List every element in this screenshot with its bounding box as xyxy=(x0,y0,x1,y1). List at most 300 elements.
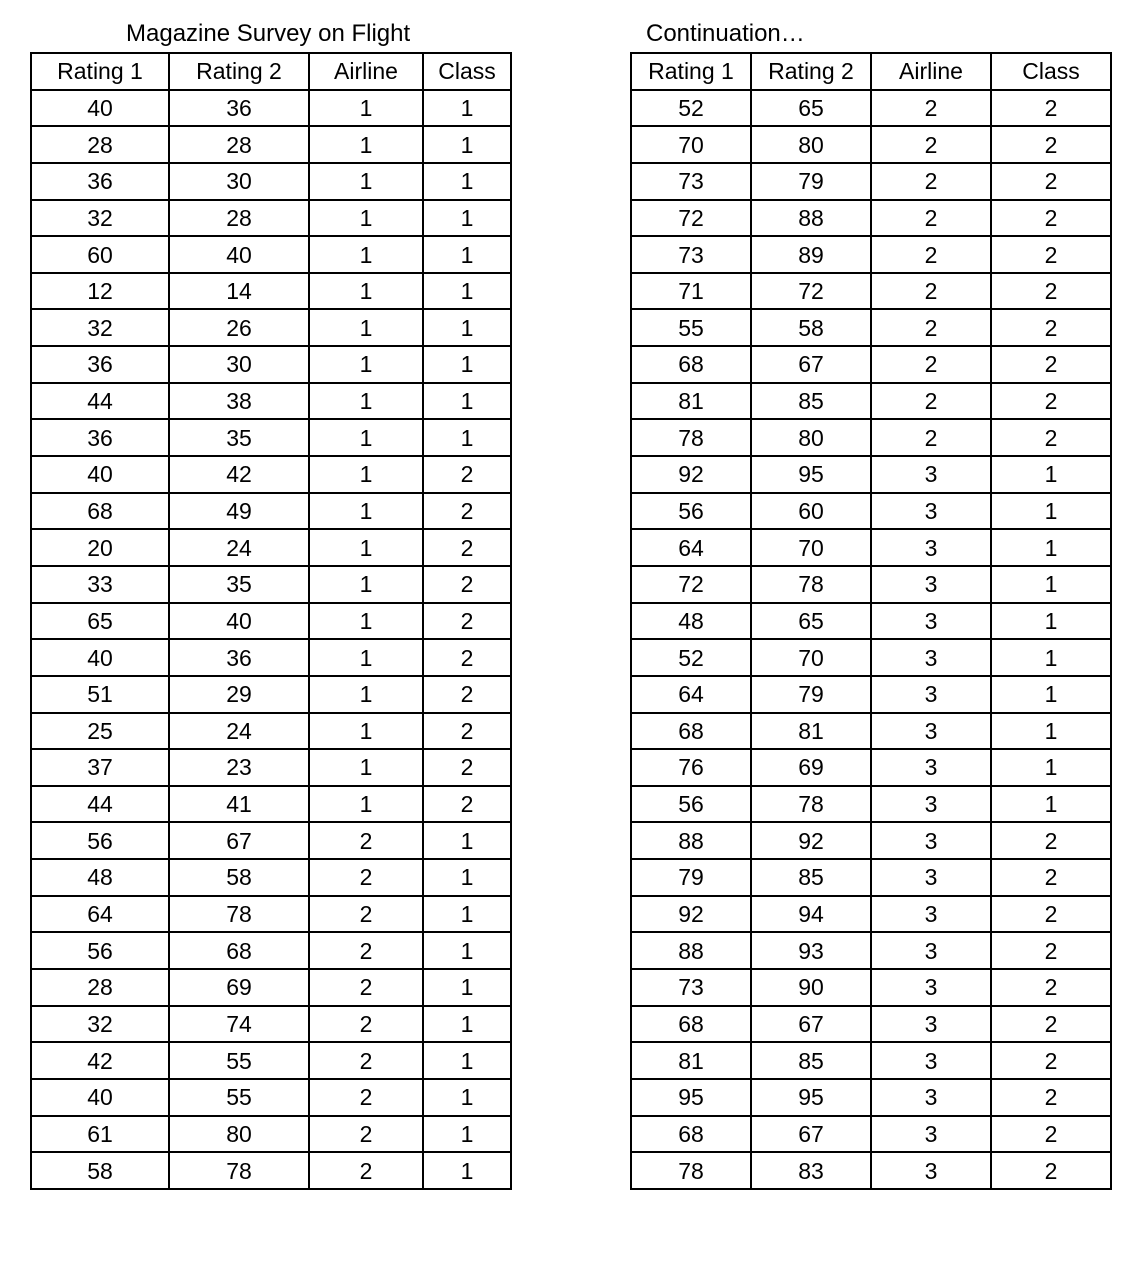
right-cell-rating-1: 68 xyxy=(631,346,751,383)
left-cell-airline: 1 xyxy=(309,603,423,640)
left-table-row xyxy=(31,383,511,420)
left-cell-rating-1: 32 xyxy=(31,309,169,346)
left-cell-rating-1: 42 xyxy=(31,1042,169,1079)
left-cell-class: 2 xyxy=(423,456,511,493)
left-cell-class: 1 xyxy=(423,346,511,383)
left-cell-class: 1 xyxy=(423,236,511,273)
left-cell-rating-1: 61 xyxy=(31,1116,169,1153)
right-cell-rating-2: 92 xyxy=(751,822,871,859)
left-header-rating-1: Rating 1 xyxy=(31,53,169,90)
left-cell-airline: 1 xyxy=(309,456,423,493)
left-cell-rating-1: 60 xyxy=(31,236,169,273)
left-cell-rating-1: 36 xyxy=(31,346,169,383)
right-cell-rating-2: 95 xyxy=(751,1079,871,1116)
left-header-class: Class xyxy=(423,53,511,90)
left-table-row xyxy=(31,566,511,603)
left-cell-rating-1: 48 xyxy=(31,859,169,896)
right-cell-class: 1 xyxy=(991,713,1111,750)
right-table-row xyxy=(631,1042,1111,1079)
right-cell-airline: 3 xyxy=(871,1116,991,1153)
left-cell-rating-2: 55 xyxy=(169,1079,309,1116)
right-table-row xyxy=(631,346,1111,383)
right-cell-rating-1: 70 xyxy=(631,126,751,163)
right-cell-airline: 2 xyxy=(871,90,991,127)
right-cell-airline: 3 xyxy=(871,1042,991,1079)
right-cell-class: 1 xyxy=(991,566,1111,603)
left-cell-airline: 1 xyxy=(309,676,423,713)
left-cell-airline: 1 xyxy=(309,493,423,530)
right-cell-airline: 3 xyxy=(871,566,991,603)
right-cell-class: 2 xyxy=(991,90,1111,127)
left-table-row xyxy=(31,749,511,786)
right-cell-airline: 3 xyxy=(871,822,991,859)
left-table-row xyxy=(31,90,511,127)
right-cell-rating-2: 81 xyxy=(751,713,871,750)
right-table-row xyxy=(631,676,1111,713)
left-table-row xyxy=(31,1152,511,1189)
left-cell-class: 1 xyxy=(423,200,511,237)
right-cell-rating-2: 93 xyxy=(751,932,871,969)
left-cell-rating-2: 58 xyxy=(169,859,309,896)
right-cell-airline: 3 xyxy=(871,603,991,640)
right-cell-rating-2: 90 xyxy=(751,969,871,1006)
right-cell-airline: 2 xyxy=(871,309,991,346)
right-cell-class: 2 xyxy=(991,419,1111,456)
left-cell-class: 2 xyxy=(423,676,511,713)
left-cell-rating-2: 36 xyxy=(169,90,309,127)
right-header-row xyxy=(631,53,1111,90)
left-cell-airline: 1 xyxy=(309,236,423,273)
right-cell-rating-2: 85 xyxy=(751,1042,871,1079)
left-table-row xyxy=(31,932,511,969)
right-table-panel xyxy=(630,14,1112,1190)
right-table-row xyxy=(631,163,1111,200)
right-cell-airline: 2 xyxy=(871,419,991,456)
left-cell-class: 1 xyxy=(423,273,511,310)
right-cell-class: 2 xyxy=(991,126,1111,163)
left-cell-rating-1: 64 xyxy=(31,896,169,933)
right-cell-rating-1: 73 xyxy=(631,163,751,200)
right-table-row xyxy=(631,1079,1111,1116)
left-table-row xyxy=(31,236,511,273)
right-cell-rating-2: 69 xyxy=(751,749,871,786)
right-cell-rating-2: 80 xyxy=(751,419,871,456)
left-cell-class: 1 xyxy=(423,1152,511,1189)
left-cell-rating-2: 67 xyxy=(169,822,309,859)
right-cell-rating-1: 68 xyxy=(631,713,751,750)
right-cell-rating-1: 64 xyxy=(631,676,751,713)
left-cell-rating-2: 68 xyxy=(169,932,309,969)
right-table-header xyxy=(631,53,1111,90)
right-cell-rating-2: 85 xyxy=(751,383,871,420)
left-table-title: Magazine Survey on Flight xyxy=(126,20,411,47)
right-cell-airline: 3 xyxy=(871,1152,991,1189)
left-cell-class: 1 xyxy=(423,1116,511,1153)
left-cell-rating-1: 28 xyxy=(31,126,169,163)
left-cell-airline: 1 xyxy=(309,346,423,383)
right-cell-class: 1 xyxy=(991,603,1111,640)
right-cell-rating-1: 95 xyxy=(631,1079,751,1116)
left-table-row xyxy=(31,1079,511,1116)
right-table-row xyxy=(631,200,1111,237)
left-cell-class: 1 xyxy=(423,859,511,896)
right-cell-class: 2 xyxy=(991,1079,1111,1116)
right-cell-rating-2: 89 xyxy=(751,236,871,273)
left-cell-rating-1: 33 xyxy=(31,566,169,603)
right-table-row xyxy=(631,1006,1111,1043)
left-cell-rating-2: 23 xyxy=(169,749,309,786)
right-table-row xyxy=(631,639,1111,676)
left-cell-rating-1: 28 xyxy=(31,969,169,1006)
right-cell-rating-2: 67 xyxy=(751,1116,871,1153)
left-table-row xyxy=(31,493,511,530)
right-cell-airline: 2 xyxy=(871,163,991,200)
left-cell-rating-1: 44 xyxy=(31,383,169,420)
left-cell-rating-1: 56 xyxy=(31,822,169,859)
left-cell-airline: 1 xyxy=(309,419,423,456)
left-cell-class: 2 xyxy=(423,786,511,823)
left-table-panel xyxy=(30,14,512,1190)
left-cell-class: 1 xyxy=(423,1079,511,1116)
left-cell-rating-1: 25 xyxy=(31,713,169,750)
right-cell-rating-2: 72 xyxy=(751,273,871,310)
right-table-row xyxy=(631,969,1111,1006)
right-cell-rating-2: 94 xyxy=(751,896,871,933)
right-cell-airline: 2 xyxy=(871,346,991,383)
left-cell-class: 1 xyxy=(423,1006,511,1043)
left-table-row xyxy=(31,346,511,383)
left-header-row xyxy=(31,53,511,90)
left-cell-rating-1: 40 xyxy=(31,456,169,493)
left-cell-rating-1: 40 xyxy=(31,639,169,676)
right-table-row xyxy=(631,273,1111,310)
left-cell-rating-2: 36 xyxy=(169,639,309,676)
right-cell-rating-1: 52 xyxy=(631,90,751,127)
left-table-row xyxy=(31,969,511,1006)
right-table-row xyxy=(631,90,1111,127)
right-cell-rating-1: 73 xyxy=(631,236,751,273)
right-table-row xyxy=(631,822,1111,859)
right-cell-rating-1: 88 xyxy=(631,932,751,969)
right-cell-rating-1: 55 xyxy=(631,309,751,346)
left-cell-rating-1: 40 xyxy=(31,90,169,127)
left-cell-airline: 1 xyxy=(309,126,423,163)
left-table-row xyxy=(31,1006,511,1043)
left-cell-airline: 2 xyxy=(309,969,423,1006)
left-cell-airline: 1 xyxy=(309,273,423,310)
right-header-rating-2: Rating 2 xyxy=(751,53,871,90)
left-cell-class: 2 xyxy=(423,566,511,603)
left-cell-rating-2: 41 xyxy=(169,786,309,823)
left-cell-airline: 2 xyxy=(309,896,423,933)
right-cell-rating-1: 76 xyxy=(631,749,751,786)
left-cell-rating-1: 68 xyxy=(31,493,169,530)
left-cell-rating-1: 32 xyxy=(31,1006,169,1043)
right-table-row xyxy=(631,603,1111,640)
right-cell-airline: 2 xyxy=(871,236,991,273)
left-cell-class: 1 xyxy=(423,969,511,1006)
right-cell-class: 2 xyxy=(991,969,1111,1006)
left-cell-rating-2: 35 xyxy=(169,419,309,456)
right-cell-rating-2: 67 xyxy=(751,346,871,383)
right-cell-rating-1: 68 xyxy=(631,1006,751,1043)
right-cell-rating-1: 56 xyxy=(631,493,751,530)
right-cell-airline: 3 xyxy=(871,859,991,896)
left-cell-airline: 1 xyxy=(309,566,423,603)
left-cell-rating-1: 65 xyxy=(31,603,169,640)
left-cell-class: 1 xyxy=(423,126,511,163)
left-cell-airline: 2 xyxy=(309,1079,423,1116)
left-cell-class: 1 xyxy=(423,1042,511,1079)
right-cell-rating-2: 70 xyxy=(751,639,871,676)
right-cell-rating-1: 73 xyxy=(631,969,751,1006)
right-table-row xyxy=(631,236,1111,273)
right-cell-airline: 3 xyxy=(871,529,991,566)
left-cell-rating-2: 69 xyxy=(169,969,309,1006)
left-cell-airline: 2 xyxy=(309,822,423,859)
right-table-row xyxy=(631,456,1111,493)
right-cell-rating-2: 78 xyxy=(751,786,871,823)
left-table-row xyxy=(31,639,511,676)
right-cell-class: 2 xyxy=(991,1042,1111,1079)
left-table-header xyxy=(31,53,511,90)
left-cell-airline: 2 xyxy=(309,1042,423,1079)
left-cell-class: 1 xyxy=(423,932,511,969)
left-cell-class: 1 xyxy=(423,822,511,859)
right-cell-rating-2: 58 xyxy=(751,309,871,346)
right-cell-class: 2 xyxy=(991,273,1111,310)
right-table-row xyxy=(631,383,1111,420)
right-cell-rating-1: 68 xyxy=(631,1116,751,1153)
right-cell-class: 2 xyxy=(991,236,1111,273)
left-cell-rating-2: 40 xyxy=(169,603,309,640)
left-cell-class: 2 xyxy=(423,603,511,640)
right-cell-class: 2 xyxy=(991,859,1111,896)
left-cell-airline: 2 xyxy=(309,1006,423,1043)
left-cell-rating-2: 14 xyxy=(169,273,309,310)
right-cell-rating-1: 64 xyxy=(631,529,751,566)
left-cell-class: 1 xyxy=(423,896,511,933)
right-cell-airline: 3 xyxy=(871,456,991,493)
right-cell-class: 1 xyxy=(991,493,1111,530)
left-cell-airline: 2 xyxy=(309,859,423,896)
right-cell-rating-2: 80 xyxy=(751,126,871,163)
left-cell-rating-2: 55 xyxy=(169,1042,309,1079)
left-cell-rating-1: 56 xyxy=(31,932,169,969)
right-cell-rating-1: 72 xyxy=(631,200,751,237)
right-cell-class: 1 xyxy=(991,529,1111,566)
right-cell-airline: 3 xyxy=(871,676,991,713)
right-cell-rating-2: 79 xyxy=(751,163,871,200)
left-cell-airline: 1 xyxy=(309,200,423,237)
left-table-row xyxy=(31,603,511,640)
left-cell-airline: 1 xyxy=(309,90,423,127)
left-table-row xyxy=(31,419,511,456)
right-cell-airline: 3 xyxy=(871,713,991,750)
left-cell-rating-2: 78 xyxy=(169,896,309,933)
left-cell-rating-1: 36 xyxy=(31,163,169,200)
left-table-row xyxy=(31,896,511,933)
right-cell-airline: 3 xyxy=(871,786,991,823)
right-cell-class: 2 xyxy=(991,1152,1111,1189)
right-cell-airline: 3 xyxy=(871,1079,991,1116)
right-cell-rating-1: 81 xyxy=(631,383,751,420)
right-cell-rating-2: 83 xyxy=(751,1152,871,1189)
right-cell-rating-2: 95 xyxy=(751,456,871,493)
left-table-row xyxy=(31,786,511,823)
left-cell-rating-2: 78 xyxy=(169,1152,309,1189)
right-cell-rating-2: 60 xyxy=(751,493,871,530)
left-cell-rating-2: 28 xyxy=(169,200,309,237)
left-cell-airline: 1 xyxy=(309,529,423,566)
left-cell-rating-2: 26 xyxy=(169,309,309,346)
right-table-row xyxy=(631,1152,1111,1189)
left-cell-class: 1 xyxy=(423,383,511,420)
left-cell-airline: 1 xyxy=(309,383,423,420)
right-cell-airline: 3 xyxy=(871,896,991,933)
right-cell-rating-1: 48 xyxy=(631,603,751,640)
right-cell-class: 2 xyxy=(991,932,1111,969)
right-cell-rating-1: 56 xyxy=(631,786,751,823)
right-cell-rating-2: 65 xyxy=(751,603,871,640)
left-cell-airline: 1 xyxy=(309,163,423,200)
right-header-airline: Airline xyxy=(871,53,991,90)
right-cell-class: 1 xyxy=(991,456,1111,493)
left-cell-rating-2: 30 xyxy=(169,163,309,200)
right-cell-class: 2 xyxy=(991,896,1111,933)
left-header-airline: Airline xyxy=(309,53,423,90)
right-cell-class: 2 xyxy=(991,1006,1111,1043)
right-cell-airline: 3 xyxy=(871,932,991,969)
left-cell-rating-2: 74 xyxy=(169,1006,309,1043)
right-table-row xyxy=(631,126,1111,163)
right-cell-class: 1 xyxy=(991,676,1111,713)
left-table-row xyxy=(31,676,511,713)
right-cell-class: 2 xyxy=(991,200,1111,237)
right-cell-airline: 3 xyxy=(871,493,991,530)
left-cell-rating-2: 30 xyxy=(169,346,309,383)
right-table-row xyxy=(631,859,1111,896)
left-cell-rating-2: 40 xyxy=(169,236,309,273)
left-cell-class: 1 xyxy=(423,309,511,346)
right-cell-airline: 3 xyxy=(871,639,991,676)
left-survey-table xyxy=(30,52,512,1190)
right-cell-rating-2: 79 xyxy=(751,676,871,713)
left-cell-rating-2: 42 xyxy=(169,456,309,493)
right-cell-rating-1: 71 xyxy=(631,273,751,310)
right-cell-rating-2: 65 xyxy=(751,90,871,127)
left-cell-airline: 1 xyxy=(309,309,423,346)
right-cell-class: 2 xyxy=(991,163,1111,200)
left-cell-airline: 1 xyxy=(309,713,423,750)
left-table-row xyxy=(31,126,511,163)
left-cell-class: 2 xyxy=(423,529,511,566)
right-cell-rating-1: 79 xyxy=(631,859,751,896)
right-cell-class: 2 xyxy=(991,309,1111,346)
left-table-row xyxy=(31,822,511,859)
right-cell-airline: 2 xyxy=(871,273,991,310)
left-cell-rating-2: 24 xyxy=(169,713,309,750)
left-cell-rating-2: 80 xyxy=(169,1116,309,1153)
right-table-row xyxy=(631,896,1111,933)
left-table-row xyxy=(31,163,511,200)
right-cell-rating-1: 92 xyxy=(631,456,751,493)
left-cell-rating-1: 36 xyxy=(31,419,169,456)
left-table-row xyxy=(31,309,511,346)
left-cell-rating-1: 44 xyxy=(31,786,169,823)
left-cell-rating-1: 20 xyxy=(31,529,169,566)
left-cell-rating-1: 58 xyxy=(31,1152,169,1189)
right-table-title: Continuation… xyxy=(646,20,805,47)
right-cell-rating-1: 78 xyxy=(631,1152,751,1189)
right-cell-class: 2 xyxy=(991,1116,1111,1153)
left-cell-rating-2: 28 xyxy=(169,126,309,163)
left-header-rating-2: Rating 2 xyxy=(169,53,309,90)
right-table-row xyxy=(631,309,1111,346)
right-table-row xyxy=(631,529,1111,566)
left-cell-class: 1 xyxy=(423,90,511,127)
left-cell-rating-1: 12 xyxy=(31,273,169,310)
right-cell-rating-2: 88 xyxy=(751,200,871,237)
left-cell-rating-1: 32 xyxy=(31,200,169,237)
left-cell-rating-2: 35 xyxy=(169,566,309,603)
right-cell-rating-2: 70 xyxy=(751,529,871,566)
right-cell-class: 2 xyxy=(991,822,1111,859)
right-header-class: Class xyxy=(991,53,1111,90)
right-table-row xyxy=(631,786,1111,823)
right-cell-class: 2 xyxy=(991,346,1111,383)
left-table-row xyxy=(31,529,511,566)
left-cell-rating-2: 38 xyxy=(169,383,309,420)
right-cell-class: 1 xyxy=(991,786,1111,823)
left-table-row xyxy=(31,859,511,896)
left-table-row xyxy=(31,200,511,237)
right-table-row xyxy=(631,713,1111,750)
left-table-row xyxy=(31,713,511,750)
right-cell-airline: 3 xyxy=(871,969,991,1006)
right-cell-airline: 2 xyxy=(871,126,991,163)
right-cell-rating-2: 67 xyxy=(751,1006,871,1043)
right-cell-class: 1 xyxy=(991,749,1111,786)
left-cell-rating-1: 40 xyxy=(31,1079,169,1116)
left-table-body xyxy=(31,90,511,1189)
left-cell-class: 2 xyxy=(423,749,511,786)
left-cell-rating-1: 37 xyxy=(31,749,169,786)
right-survey-table xyxy=(630,52,1112,1190)
right-cell-rating-1: 81 xyxy=(631,1042,751,1079)
right-cell-rating-1: 72 xyxy=(631,566,751,603)
right-cell-rating-1: 52 xyxy=(631,639,751,676)
left-cell-class: 2 xyxy=(423,713,511,750)
left-cell-rating-2: 29 xyxy=(169,676,309,713)
right-table-row xyxy=(631,1116,1111,1153)
left-table-row xyxy=(31,273,511,310)
right-cell-class: 1 xyxy=(991,639,1111,676)
left-cell-class: 1 xyxy=(423,419,511,456)
left-cell-rating-1: 51 xyxy=(31,676,169,713)
right-cell-class: 2 xyxy=(991,383,1111,420)
right-cell-rating-1: 78 xyxy=(631,419,751,456)
left-cell-class: 1 xyxy=(423,163,511,200)
left-cell-airline: 1 xyxy=(309,639,423,676)
right-table-row xyxy=(631,493,1111,530)
right-table-row xyxy=(631,419,1111,456)
right-cell-airline: 2 xyxy=(871,383,991,420)
right-cell-rating-1: 92 xyxy=(631,896,751,933)
right-table-row xyxy=(631,932,1111,969)
left-cell-class: 2 xyxy=(423,639,511,676)
left-cell-airline: 2 xyxy=(309,1116,423,1153)
